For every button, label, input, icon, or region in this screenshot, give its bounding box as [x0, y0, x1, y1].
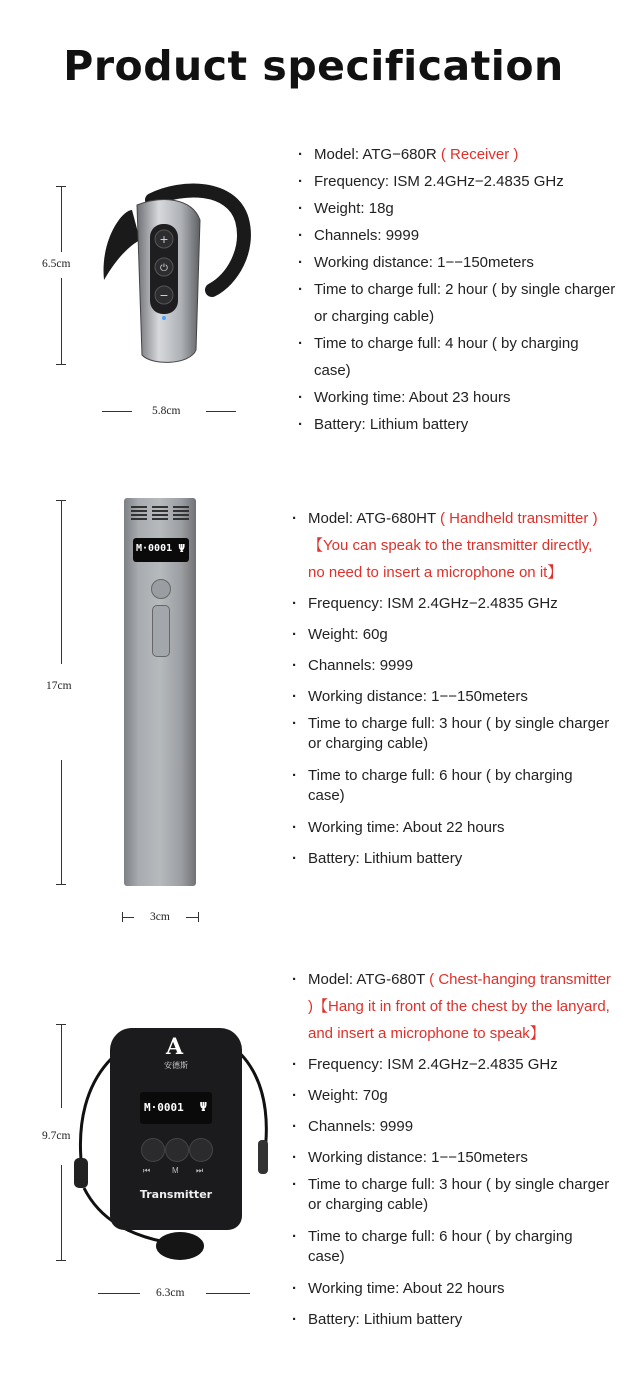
prev-icon: ⏮	[143, 1166, 151, 1175]
dim-line	[186, 917, 198, 918]
list-item: · Model: ATG-680HT ( Handheld transmitter )【You can speak to the transmitter directly, no need to insert a microphone on it】	[292, 505, 612, 586]
list-item: · Time to charge full: 2 hour ( by single charger or charging cable)	[298, 276, 618, 330]
list-item: · Time to charge full: 3 hour ( by single charger or charging cable)	[292, 1175, 612, 1215]
receiver-image	[92, 180, 252, 370]
dim-tick	[56, 1260, 66, 1261]
list-item: · Frequency: ISM 2.4GHz−2.4835 GHz	[298, 168, 618, 195]
list-item: · Working time: About 22 hours	[292, 1275, 612, 1302]
dim-tick	[56, 884, 66, 885]
screen-readout: M·0001	[136, 543, 173, 554]
dim-line	[61, 500, 62, 664]
next-button	[189, 1138, 213, 1162]
speaker-grille	[152, 506, 168, 520]
svg-text:+: +	[159, 233, 169, 246]
dim-line	[61, 760, 62, 884]
list-item: · Time to charge full: 3 hour ( by single charger or charging cable)	[292, 714, 612, 754]
dim-line	[61, 1024, 62, 1108]
handheld-image	[124, 498, 196, 886]
list-item: · Channels: 9999	[292, 652, 612, 679]
dim-tick	[198, 912, 199, 922]
list-item: · Working distance: 1−−150meters	[298, 249, 618, 276]
dim-line	[206, 1293, 250, 1294]
dim-line	[98, 1293, 140, 1294]
device-screen	[140, 1092, 212, 1124]
handheld-width-label: 3cm	[150, 911, 170, 923]
brand-name: 安德斯	[164, 1061, 188, 1070]
list-item: · Battery: Lithium battery	[292, 1306, 612, 1333]
svg-text:⏻: ⏻	[160, 263, 168, 274]
chest-width-label: 6.3cm	[156, 1287, 185, 1299]
list-item: · Frequency: ISM 2.4GHz−2.4835 GHz	[292, 1051, 612, 1078]
handheld-height-label: 17cm	[46, 680, 72, 692]
list-item: · Weight: 60g	[292, 621, 612, 648]
prev-button	[141, 1138, 165, 1162]
dim-tick	[56, 364, 66, 365]
receiver-spec-list	[298, 141, 618, 438]
speaker-grille	[173, 506, 189, 520]
svg-text:−: −	[159, 289, 169, 302]
next-icon: ⏭	[196, 1166, 204, 1175]
handheld-spec-list	[292, 505, 612, 872]
list-item: · Time to charge full: 6 hour ( by charging case)	[292, 1227, 612, 1267]
receiver-height-label: 6.5cm	[42, 258, 71, 270]
dim-line	[61, 1165, 62, 1260]
antenna-icon: Ψ	[199, 1100, 207, 1114]
chest-transmitter-image	[110, 1028, 242, 1230]
chest-spec-list	[292, 966, 612, 1333]
list-item: · Weight: 18g	[298, 195, 618, 222]
power-icon	[151, 579, 171, 599]
list-item: · Battery: Lithium battery	[292, 845, 612, 872]
list-item: · Time to charge full: 6 hour ( by charging case)	[292, 766, 612, 806]
page-title: Product specification	[63, 42, 564, 90]
list-item: · Channels: 9999	[298, 222, 618, 249]
list-item: · Frequency: ISM 2.4GHz−2.4835 GHz	[292, 590, 612, 617]
list-item: · Working time: About 23 hours	[298, 384, 618, 411]
antenna-icon: Ψ	[178, 542, 185, 555]
chest-height-label: 9.7cm	[42, 1130, 71, 1142]
speaker-grille	[131, 506, 147, 520]
receiver-width-label: 5.8cm	[152, 405, 181, 417]
dim-line	[102, 411, 132, 412]
list-item: · Working distance: 1−−150meters	[292, 683, 612, 710]
device-label: Transmitter	[139, 1188, 213, 1201]
screen-readout: M·0001	[144, 1101, 184, 1114]
dim-line	[61, 278, 62, 364]
mode-icon: M	[172, 1166, 179, 1175]
volume-rocker	[152, 605, 170, 657]
list-item: · Working distance: 1−−150meters	[292, 1144, 612, 1171]
device-screen	[133, 538, 189, 562]
list-item: · Time to charge full: 4 hour ( by charging case)	[298, 330, 618, 384]
list-item: · Channels: 9999	[292, 1113, 612, 1140]
list-item: · Working time: About 22 hours	[292, 814, 612, 841]
list-item: · Weight: 70g	[292, 1082, 612, 1109]
mode-button	[165, 1138, 189, 1162]
dim-line	[206, 411, 236, 412]
list-item: · Model: ATG-680T ( Chest-hanging transmitter )【Hang it in front of the chest by the lanyard, and insert a microphone to speak】	[292, 966, 612, 1047]
brand-logo-icon: A	[166, 1034, 184, 1060]
list-item: · Model: ATG−680R ( Receiver )	[298, 141, 618, 168]
dim-line	[61, 186, 62, 252]
dim-line	[122, 917, 134, 918]
list-item: · Battery: Lithium battery	[298, 411, 618, 438]
